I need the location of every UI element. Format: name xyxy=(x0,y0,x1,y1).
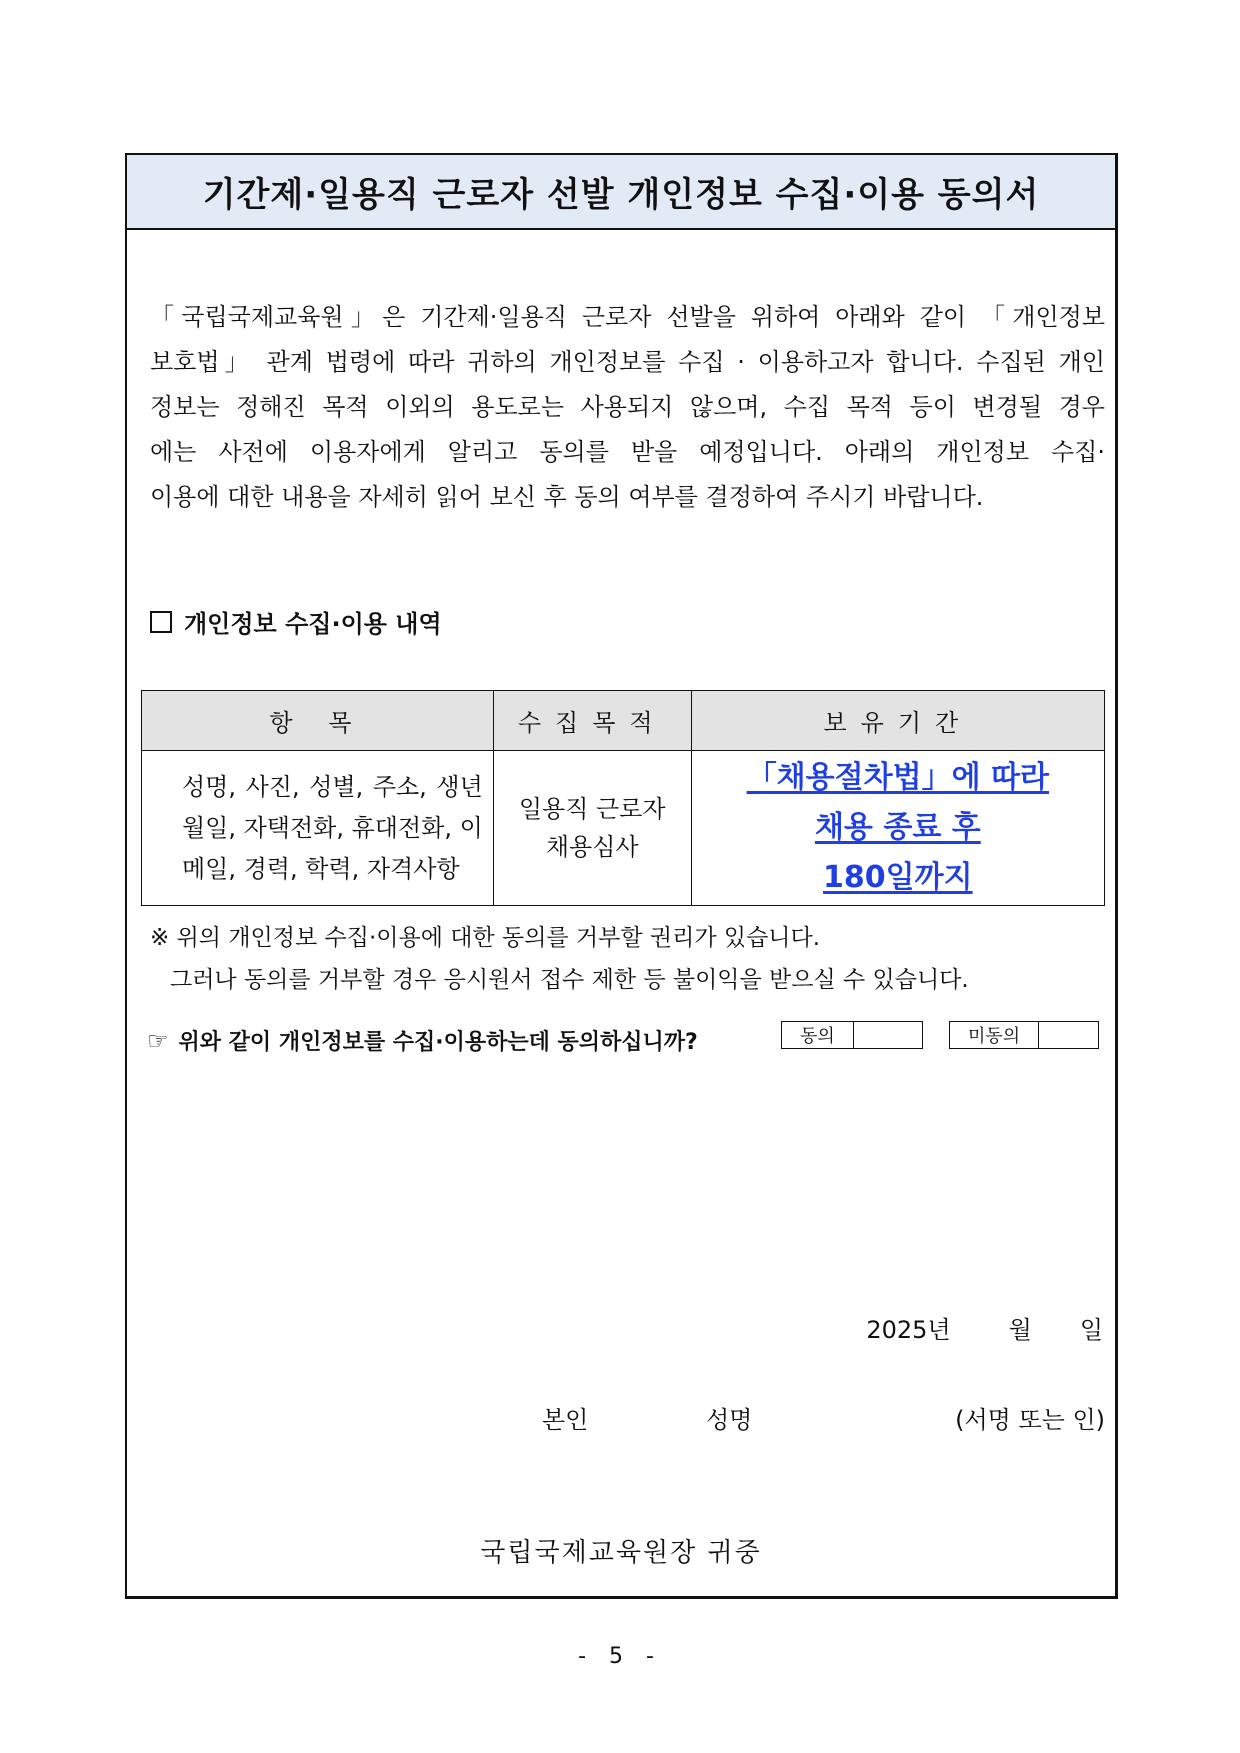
purpose-line: 일용직 근로자 xyxy=(518,795,666,823)
item-line: 메일, 경력, 학력, 자격사항 xyxy=(182,854,460,883)
form-title: 기간제·일용직 근로자 선발 개인정보 수집·이용 동의서 xyxy=(202,175,1040,215)
intro-line: 보호법」 관계 법령에 따라 귀하의 개인정보를 수집 · 이용하고자 합니다. 수집된 개인 xyxy=(150,348,1105,376)
intro-line: 정보는 정해진 목적 이외의 용도로는 사용되지 않으며, 수집 목적 등이 변경될 경우 xyxy=(150,393,1105,421)
header-period: 보유기간 xyxy=(691,691,1104,751)
period-line: 180일까지 xyxy=(823,860,973,895)
period-cell xyxy=(691,751,1104,906)
period-line: 「채용절차법」에 따라 xyxy=(746,760,1049,795)
items-cell xyxy=(142,751,494,906)
collection-table xyxy=(141,690,1105,906)
name-label: 성명 xyxy=(706,1406,753,1434)
item-line: 월일, 자택전화, 휴대전화, 이 xyxy=(182,813,483,842)
title-bar xyxy=(127,155,1115,230)
self-label: 본인 xyxy=(542,1406,589,1434)
agree-checkbox[interactable] xyxy=(781,1021,923,1049)
purpose-cell xyxy=(493,751,691,906)
section-title: 개인정보 수집·이용 내역 xyxy=(184,610,442,638)
notice-line: ※ 위의 개인정보 수집·이용에 대한 동의를 거부할 권리가 있습니다. xyxy=(150,925,821,951)
sign-hint: (서명 또는 인) xyxy=(955,1406,1105,1434)
question-text: 위와 같이 개인정보를 수집·이용하는데 동의하십니까? xyxy=(178,1030,698,1055)
section-heading xyxy=(150,604,442,639)
period-line: 채용 종료 후 xyxy=(814,810,981,845)
disagree-checkbox[interactable] xyxy=(949,1021,1099,1049)
purpose-line: 채용심사 xyxy=(545,833,639,861)
consent-form-frame xyxy=(125,153,1118,1599)
agree-mark-box[interactable] xyxy=(854,1022,922,1048)
header-item: 항 목 xyxy=(142,691,494,751)
intro-line: 이용에 대한 내용을 자세히 읽어 보신 후 동의 여부를 결정하여 주시기 바랍니다. xyxy=(150,483,984,511)
date-line xyxy=(866,1310,1103,1345)
table-header-row xyxy=(142,691,1105,751)
disagree-mark-box[interactable] xyxy=(1039,1022,1098,1048)
item-line: 성명, 사진, 성별, 주소, 생년 xyxy=(182,772,483,801)
consent-question xyxy=(147,1025,698,1056)
date-year: 2025년 xyxy=(866,1316,951,1344)
square-bullet-icon xyxy=(150,611,172,633)
date-day: 일 xyxy=(1079,1316,1103,1344)
page-number: - 5 - xyxy=(578,1644,662,1669)
table-row xyxy=(142,751,1105,906)
notice-line: 그러나 동의를 거부할 경우 응시원서 접수 제한 등 불이익을 받으실 수 있습니다. xyxy=(170,967,969,993)
header-purpose: 수집목적 xyxy=(493,691,691,751)
intro-line: 에는 사전에 이용자에게 알리고 동의를 받을 예정입니다. 아래의 개인정보 수집· xyxy=(150,438,1105,466)
pointing-hand-icon: ☞ xyxy=(147,1026,169,1055)
date-month: 월 xyxy=(1008,1316,1032,1344)
refusal-notice xyxy=(150,917,969,1001)
intro-line: 「국립국제교육원」은 기간제·일용직 근로자 선발을 위하여 아래와 같이 「개인정보 xyxy=(150,303,1105,331)
recipient: 국립국제교육원장 귀중 xyxy=(480,1538,762,1568)
agree-label: 동의 xyxy=(782,1022,854,1048)
intro-paragraph xyxy=(150,295,1105,520)
disagree-label: 미동의 xyxy=(950,1022,1039,1048)
signature-line xyxy=(542,1400,1105,1435)
